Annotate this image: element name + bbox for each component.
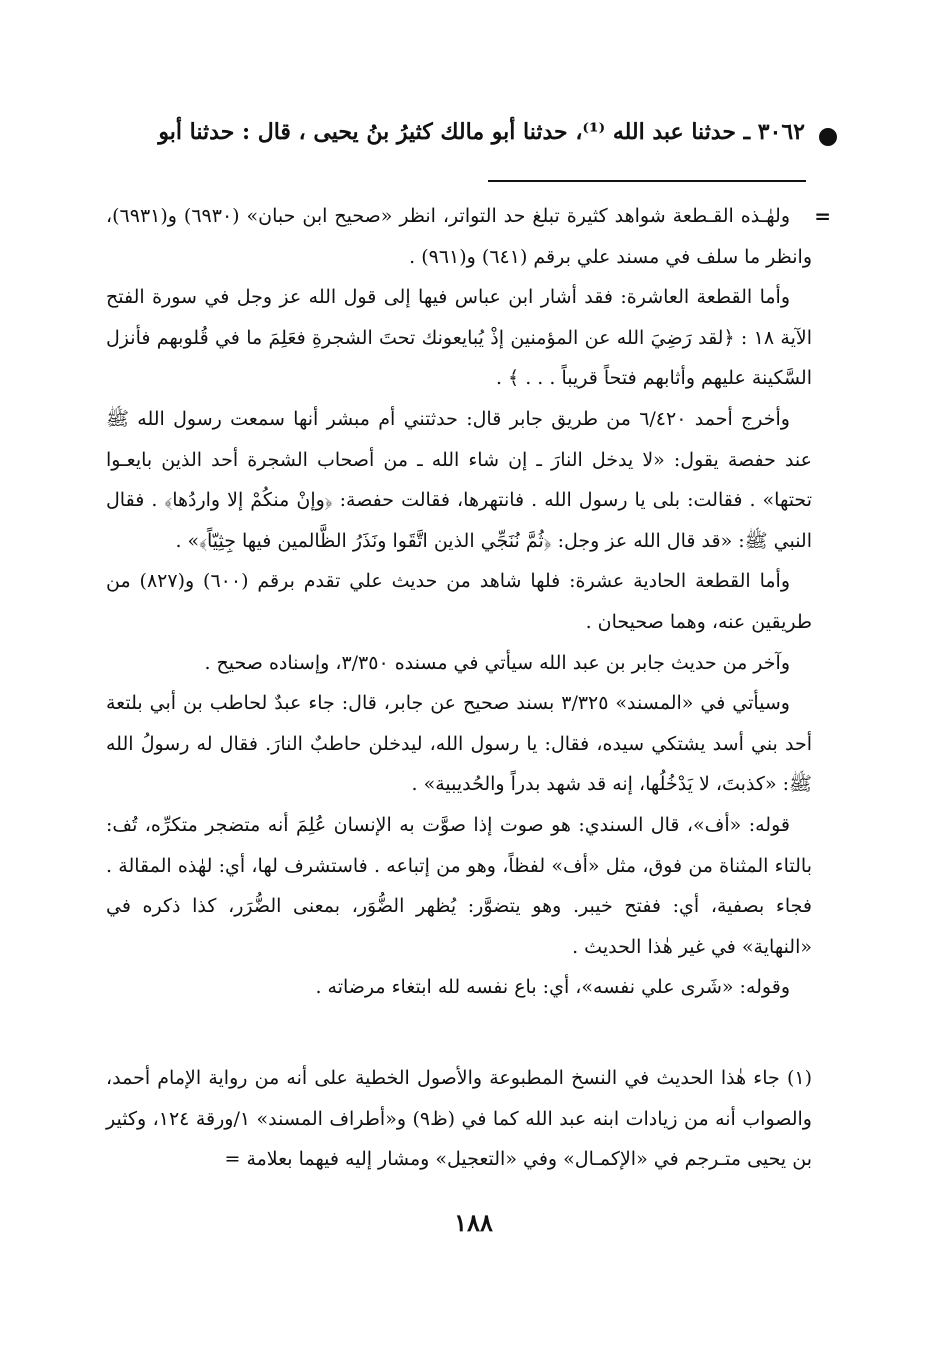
page-number: ١٨٨ — [454, 1208, 493, 1237]
footnote-separator-rule — [488, 180, 806, 182]
hadith-header-line: ٣٠٦٢ ـ حدثنا عبد الله ⁽¹⁾، حدثنا أبو مالك كثيرُ بنُ يحيى ، قال : حدثنا أبو — [158, 119, 805, 145]
commentary-notes — [106, 196, 812, 1008]
note-paragraph-4: وأما القطعة الحادية عشرة: فلها شاهد من حديث علي تقدم برقم (٦٠٠) و(٨٢٧) من طريقين عنه، وهما صحيحان . — [106, 570, 812, 633]
note-paragraph-6: وسيأتي في «المسند» ٣/٣٢٥ بسند صحيح عن جابر، قال: جاء عبدٌ لحاطب بن أبي بلتعة أحد بني أسد يشتكي سيده، فقال: يا رسول الله، ليدخلن حاطبٌ النارَ. فقال له رسولُ الله ﷺ: «كذبتَ، لا يَدْخُلُها، إنه قد شهد بدراً والحُديبية» . — [106, 692, 812, 796]
note-paragraph-1: ولهٰـذه القـطعة شواهد كثيرة تبلغ حد التواتر، انظر «صحيح ابن حبان» (٦٩٣٠) و(٦٩٣١)، وانظر ما سلف في مسند علي برقم (٦٤١) و(٩٦١) . — [106, 205, 812, 268]
note-paragraph-2: وأما القطعة العاشرة: فقد أشار ابن عباس فيها إلى قول الله عز وجل في سورة الفتح الآية ١٨ : ﴿لقد رَضِيَ الله عن المؤمنين إذْ يُبايعونك تحتَ الشجرةِ فعَلِمَ ما في قُلوبهم فأنزل السَّكينة عليهم وأثابهم فتحاً قريباً . . . ﴾ . — [106, 286, 812, 390]
note-paragraph-8: وقوله: «شَرى علي نفسه»، أي: باع نفسه لله ابتغاء مرضاته . — [315, 976, 790, 999]
footnote — [106, 1058, 812, 1180]
footnote-text: (١) جاء هٰذا الحديث في النسخ المطبوعة والأصول الخطية على أنه من رواية الإمام أحمد، والصواب أنه من زيادات ابنه عبد الله كما في (ظ٩) و«أطراف المسند» ١/ورقة ١٢٤، وكثير بن يحيى متـرجم في «الإكمـال» وفي «التعجيل» ومشار إليه فيهما بعلامة = — [106, 1067, 812, 1171]
hadith-bullet-icon — [819, 128, 837, 146]
note-paragraph-7: قوله: «أف»، قال السندي: هو صوت إذا صوَّت به الإنسان عُلِمَ أنه متضجر متكرِّه، تُف: بالتاء المثناة من فوق، مثل «أف» لفظاً، وهو من إتباعه . فاستشرف لها، أي: لهٰذه المقالة . فجاء بصفية، أي: ففتح خيبر. وهو يتضوَّر: يُظهر الضُّوَر، بمعنى الضُّرَر، كذا ذكره في «النهاية» في غير هٰذا الحديث . — [106, 813, 812, 958]
continuation-mark: = — [814, 204, 831, 228]
note-paragraph-3: وأخرج أحمد ٦/٤٢٠ من طريق جابر قال: حدثتني أم مبشر أنها سمعت رسول الله ﷺ عند حفصة يقول: «لا يدخل النارَ ـ إن شاء الله ـ من أصحاب الشجرة أحد الذين بايعـوا تحتها» . فقالت: بلى يا رسول الله . فانتهرها، فقالت حفصة: ﴿وإنْ منكُمْ إلا واردُها﴾ . فقال النبي ﷺ: «قد قال الله عز وجل: ﴿ثُمَّ نُنَجِّي الذين اتَّقَوا ونَذَرُ الظَّالمين فيها جِثِيّاً﴾» . — [106, 407, 812, 552]
note-paragraph-5: وآخر من حديث جابر بن عبد الله سيأتي في مسنده ٣/٣٥٠، وإسناده صحيح . — [204, 651, 790, 674]
